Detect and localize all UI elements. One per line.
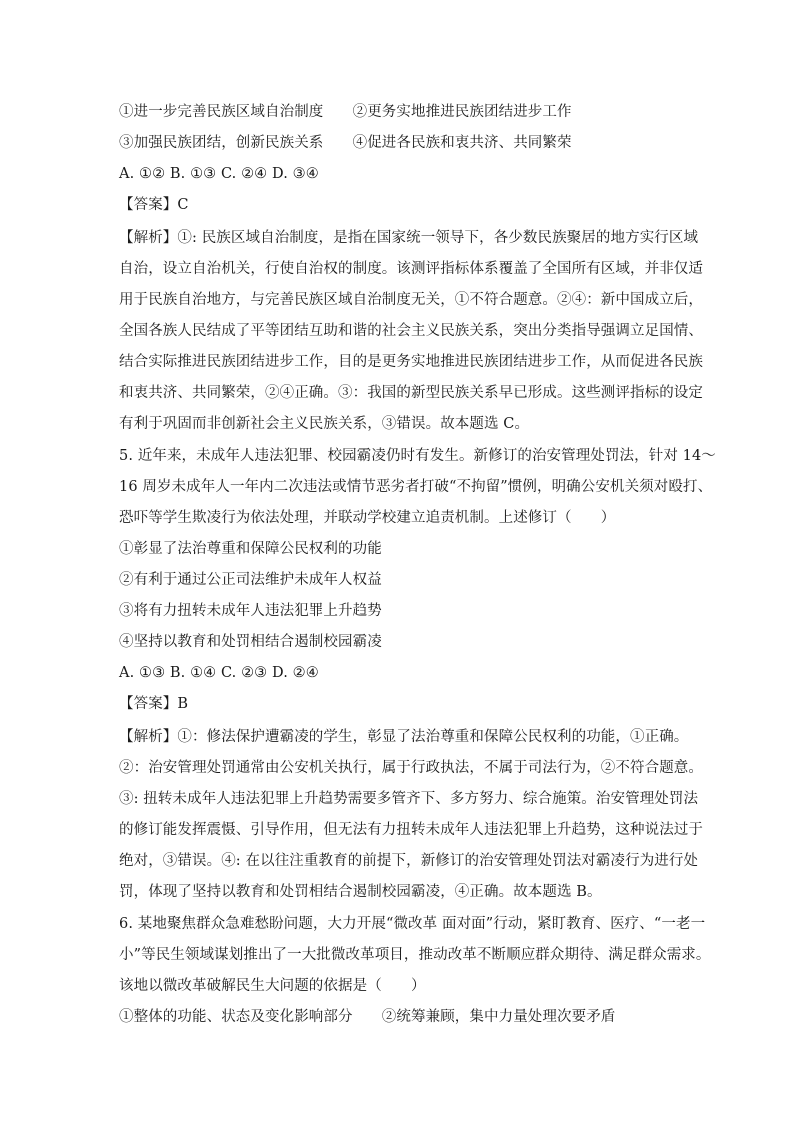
question-line: 6. 某地聚焦群众急难愁盼问题，大力开展“微改革 面对面”行动，紧盯教育、医疗、“一老一	[119, 916, 706, 932]
choice-line: A. ①③ B. ①④ C. ②③ D. ②④	[119, 665, 319, 681]
analysis-line: ③: 扭转未成年人违法犯罪上升趋势需要多管齐下、多方努力、综合施策。治安管理处罚法	[119, 791, 699, 807]
option-line: ②有利于通过公正司法维护未成年人权益	[119, 572, 382, 588]
analysis-line: 【解析】①：修法保护遭霸凌的学生，彰显了法治尊重和保障公民权利的功能，①正确。	[119, 729, 689, 745]
analysis-line: 结合实际推进民族团结进步工作，目的是更务实地推进民族团结进步工作，从而促进各民族	[119, 354, 703, 370]
question-line: 16 周岁未成年人一年内二次违法或情节恶劣者打破“不拘留”惯例，明确公安机关须对殴打、	[119, 479, 713, 495]
option-line: ③将有力扭转未成年人违法犯罪上升趋势	[119, 603, 382, 619]
option-line: ①彰显了法治尊重和保障公民权利的功能	[119, 541, 382, 557]
analysis-line: 罚，体现了坚持以教育和处罚相结合遏制校园霸凌，④正确。故本题选 B。	[119, 884, 602, 900]
option-line-1-2: ①进一步完善民族区域自治制度 ②更务实地推进民族团结进步工作	[119, 104, 572, 120]
analysis-line: 【解析】①: 民族区域自治制度，是指在国家统一领导下，各少数民族聚居的地方实行区域	[119, 230, 699, 246]
analysis-line: 全国各族人民结成了平等团结互助和谐的社会主义民族关系，突出分类指导强调立足国情、	[119, 323, 703, 339]
question-line: 恐吓等学生欺凌行为依法处理，并联动学校建立追责机制。上述修订（ ）	[119, 510, 616, 526]
analysis-line: 有利于巩固而非创新社会主义民族关系，③错误。故本题选 C。	[119, 416, 530, 432]
question-line: 小”等民生领域谋划推出了一大批微改革项目，推动改革不断顺应群众期待、满足群众需求。	[119, 947, 711, 963]
analysis-line: ②：治安管理处罚通常由公安机关执行，属于行政执法，不属于司法行为，②不符合题意。	[119, 760, 703, 776]
analysis-line: 和衷共济、共同繁荣，②④正确。③：我国的新型民族关系早已形成。这些测评指标的设定	[119, 385, 703, 401]
question-line: 该地以微改革破解民生大问题的依据是（ ）	[119, 978, 426, 994]
analysis-line: 绝对，③错误。④: 在以往注重教育的前提下，新修订的治安管理处罚法对霸凌行为进行处	[119, 853, 699, 869]
answer-line: 【答案】C	[119, 197, 189, 213]
choice-line: A. ①② B. ①③ C. ②④ D. ③④	[119, 166, 319, 182]
analysis-line: 的修订能发挥震慑、引导作用，但无法有力扭转未成年人违法犯罪上升趋势，这种说法过于	[119, 822, 703, 838]
answer-line: 【答案】B	[119, 696, 189, 712]
option-line: ①整体的功能、状态及变化影响部分 ②统筹兼顾，集中力量处理次要矛盾	[119, 1009, 616, 1025]
question-line: 5. 近年来，未成年人违法犯罪、校园霸凌仍时有发生。新修订的治安管理处罚法，针对 14～	[119, 448, 716, 464]
analysis-line: 自治，设立自治机关，行使自治权的制度。该测评指标体系覆盖了全国所有区域，并非仅适	[119, 261, 703, 277]
option-line: ④坚持以教育和处罚相结合遏制校园霸凌	[119, 634, 382, 650]
analysis-line: 用于民族自治地方，与完善民族区域自治制度无关，①不符合题意。②④：新中国成立后，	[119, 292, 703, 308]
option-line-3-4: ③加强民族团结，创新民族关系 ④促进各民族和衷共济、共同繁荣	[119, 135, 572, 151]
